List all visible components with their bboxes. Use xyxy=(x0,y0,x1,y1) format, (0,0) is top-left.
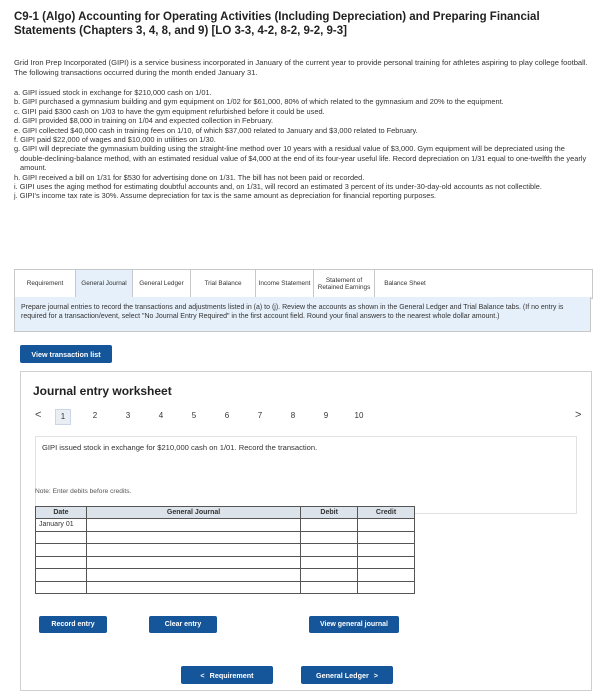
transaction-d: d. GIPI provided $8,000 in training on 1/04 and expected collection in February. xyxy=(14,116,274,126)
transaction-h: h. GIPI received a bill on 1/31 for $530 for advertising done on 1/31. The bill has not been paid or recorded. xyxy=(14,172,365,182)
view-general-journal-button[interactable]: View general journal xyxy=(309,616,399,633)
pager-page-2[interactable]: 2 xyxy=(92,411,98,420)
requirement-tabs xyxy=(14,269,593,299)
debit-cell[interactable] xyxy=(301,531,358,544)
date-cell[interactable] xyxy=(36,556,87,569)
task-description: GIPI issued stock in exchange for $210,000 cash on 1/01. Record the transaction. xyxy=(42,443,318,452)
date-cell[interactable] xyxy=(36,581,87,594)
pager-page-3[interactable]: 3 xyxy=(125,411,131,420)
date-cell[interactable] xyxy=(36,544,87,557)
worksheet-pager xyxy=(33,410,585,424)
tab-balance-sheet[interactable]: Balance Sheet xyxy=(375,270,435,298)
task-box xyxy=(35,436,577,514)
view-transaction-list-button[interactable]: View transaction list xyxy=(20,345,112,363)
next-general-ledger-button[interactable] xyxy=(301,666,393,684)
debit-cell[interactable] xyxy=(301,519,358,532)
date-header: Date xyxy=(36,507,87,519)
record-entry-button[interactable]: Record entry xyxy=(39,616,107,633)
transaction-list xyxy=(14,88,589,201)
account-cell[interactable] xyxy=(86,544,300,557)
table-row xyxy=(36,519,415,532)
credit-cell[interactable] xyxy=(358,519,415,532)
tab-income-statement[interactable]: Income Statement xyxy=(256,270,314,298)
table-row xyxy=(36,569,415,582)
tab-general-ledger[interactable]: General Ledger xyxy=(133,270,191,298)
account-cell[interactable] xyxy=(86,519,300,532)
date-cell[interactable] xyxy=(36,531,87,544)
credit-header: Credit xyxy=(358,507,415,519)
tab-general-journal[interactable]: General Journal xyxy=(76,270,133,298)
pager-page-4[interactable]: 4 xyxy=(158,411,164,420)
table-row xyxy=(36,531,415,544)
account-cell[interactable] xyxy=(86,556,300,569)
tab-retained-earnings[interactable]: Statement of Retained Earnings xyxy=(314,270,375,298)
prev-requirement-label: Requirement xyxy=(209,670,254,680)
tab-panel xyxy=(14,297,591,332)
pager-page-9[interactable]: 9 xyxy=(323,411,329,420)
pager-page-6[interactable]: 6 xyxy=(224,411,230,420)
transaction-e: e. GIPI collected $40,000 cash in training fees on 1/10, of which $37,000 related to January and $3,000 related to February. xyxy=(14,125,418,135)
pager-prev-icon[interactable]: < xyxy=(35,409,42,421)
transaction-f: f. GIPI paid $22,000 of wages and $10,000 in utilities on 1/30. xyxy=(14,135,216,145)
transaction-i: i. GIPI uses the aging method for estimating doubtful accounts and, on 1/31, will record an estimated 3 percent of its under-30-day-old accounts as not collectible. xyxy=(14,182,542,192)
pager-page-7[interactable]: 7 xyxy=(257,411,263,420)
credit-cell[interactable] xyxy=(358,531,415,544)
table-row xyxy=(36,544,415,557)
account-cell[interactable] xyxy=(86,531,300,544)
chevron-left-icon: < xyxy=(200,670,205,680)
date-cell[interactable]: January 01 xyxy=(36,519,87,532)
table-row xyxy=(36,556,415,569)
transaction-g: g. GIPI will depreciate the gymnasium building using the straight-line method over 10 years with a residual value of $3,000. Gym equipment will be depreciated using the double-declining-balance method, with an estimated residual value of $4,000 at the end of its four-year useful life. Record depreciation on 1/31 equal to one-twelfth the yearly amount. xyxy=(14,144,587,173)
debit-cell[interactable] xyxy=(301,556,358,569)
credit-cell[interactable] xyxy=(358,544,415,557)
debit-credit-note: Note: Enter debits before credits. xyxy=(35,488,132,495)
pager-page-10[interactable]: 10 xyxy=(354,411,364,420)
tab-requirement[interactable]: Requirement xyxy=(15,270,76,298)
credit-cell[interactable] xyxy=(358,569,415,582)
transaction-b: b. GIPI purchased a gymnasium building and gym equipment on 1/02 for $61,000, 80% of which related to the gymnasium and 20% to the equipment. xyxy=(14,97,504,107)
table-row xyxy=(36,581,415,594)
pager-next-icon[interactable]: > xyxy=(575,409,582,421)
worksheet-title: Journal entry worksheet xyxy=(33,384,172,398)
account-header: General Journal xyxy=(86,507,300,519)
chevron-right-icon: > xyxy=(373,670,378,680)
journal-entry-worksheet xyxy=(20,371,592,691)
intro-text: Grid Iron Prep Incorporated (GIPI) is a service business incorporated in January of the current year to provide personal training for athletes aspiring to play college football. The following transactions occurred during the month ended January 31. xyxy=(14,58,588,77)
instructions-text: Prepare journal entries to record the transactions and adjustments listed in (a) to (j). Review the accounts as shown in the General Ledger and Trial Balance tabs. (If no entry is required for a transaction/event, select "No Journal Entry Required" in the first account field. Round your final answers to the nearest whole dollar amount.) xyxy=(21,304,564,320)
account-cell[interactable] xyxy=(86,581,300,594)
journal-table xyxy=(35,506,415,594)
debit-cell[interactable] xyxy=(301,581,358,594)
prev-requirement-button[interactable] xyxy=(181,666,273,684)
debit-cell[interactable] xyxy=(301,544,358,557)
transaction-j: j. GIPI's income tax rate is 30%. Assume depreciation for tax is the same amount as depreciation for financial reporting purposes. xyxy=(14,191,437,201)
account-cell[interactable] xyxy=(86,569,300,582)
pager-page-8[interactable]: 8 xyxy=(290,411,296,420)
next-general-ledger-label: General Ledger xyxy=(316,670,369,680)
page-title: C9-1 (Algo) Accounting for Operating Activities (Including Depreciation) and Preparing Financial Statements (Chapters 3, 4, 8, and 9) [LO 3-3, 4-2, 8-2, 9-2, 9-3] xyxy=(14,11,540,37)
pager-page-5[interactable]: 5 xyxy=(191,411,197,420)
transaction-a: a. GIPI issued stock in exchange for $210,000 cash on 1/01. xyxy=(14,88,212,97)
pager-page-1[interactable]: 1 xyxy=(55,409,71,425)
credit-cell[interactable] xyxy=(358,556,415,569)
date-cell[interactable] xyxy=(36,569,87,582)
transaction-c: c. GIPI paid $300 cash on 1/03 to have the gym equipment refurbished before it could be used. xyxy=(14,106,325,116)
debit-header: Debit xyxy=(301,507,358,519)
clear-entry-button[interactable]: Clear entry xyxy=(149,616,217,633)
credit-cell[interactable] xyxy=(358,581,415,594)
tab-trial-balance[interactable]: Trial Balance xyxy=(191,270,256,298)
debit-cell[interactable] xyxy=(301,569,358,582)
